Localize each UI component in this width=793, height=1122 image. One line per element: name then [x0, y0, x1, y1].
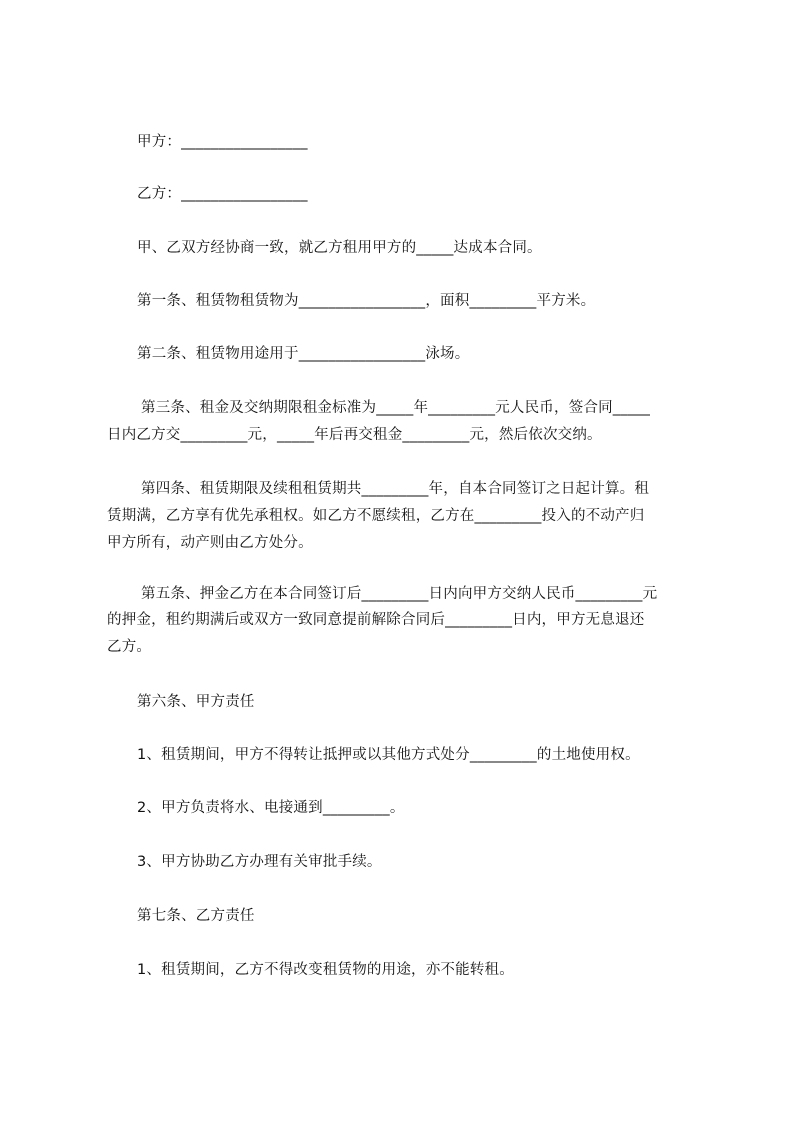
article-3-line-2: 日内乙方交_________元，_____年后再交租金_________元，然后依次交纳。	[107, 427, 602, 443]
article-7-title: 第七条、乙方责任	[137, 908, 255, 924]
article-2-paragraph: 第二条、租赁物用途用于_________________泳场。	[137, 346, 470, 362]
article-6-item-1: 1、租赁期间，甲方不得转让抵押或以其他方式处分_________的土地使用权。	[137, 747, 640, 763]
article-5-line-2: 的押金，租约期满后或双方一致同意提前解除合同后_________日内，甲方无息退还	[107, 612, 645, 628]
article-1-paragraph: 第一条、租赁物租赁物为_________________，面积_________平方米。	[137, 293, 596, 309]
article-5-line-1: 第五条、押金乙方在本合同签订后_________日内向甲方交纳人民币_________元	[141, 586, 658, 602]
preamble-paragraph: 甲、乙双方经协商一致，就乙方租用甲方的_____达成本合同。	[137, 240, 542, 256]
article-4-line-3: 甲方所有，动产则由乙方处分。	[107, 535, 313, 551]
article-3-line-1: 第三条、租金及交纳期限租金标准为_____年_________元人民币，签合同_____	[141, 400, 651, 416]
article-6-item-3: 3、甲方协助乙方办理有关审批手续。	[137, 854, 382, 870]
article-6-item-2: 2、甲方负责将水、电接通到_________。	[137, 800, 405, 816]
article-5-line-3: 乙方。	[107, 639, 152, 655]
article-4-line-2: 赁期满，乙方享有优先承租权。如乙方不愿续租，乙方在_________投入的不动产归	[107, 508, 645, 524]
article-6-title: 第六条、甲方责任	[137, 694, 255, 710]
article-7-item-1: 1、租赁期间，乙方不得改变租赁物的用途，亦不能转租。	[137, 962, 514, 978]
article-4-line-1: 第四条、租赁期限及续租租赁期共_________年，自本合同签订之日起计算。租	[141, 481, 650, 497]
party-b-line: 乙方：_________________	[137, 186, 308, 202]
party-a-line: 甲方：_________________	[137, 134, 308, 150]
